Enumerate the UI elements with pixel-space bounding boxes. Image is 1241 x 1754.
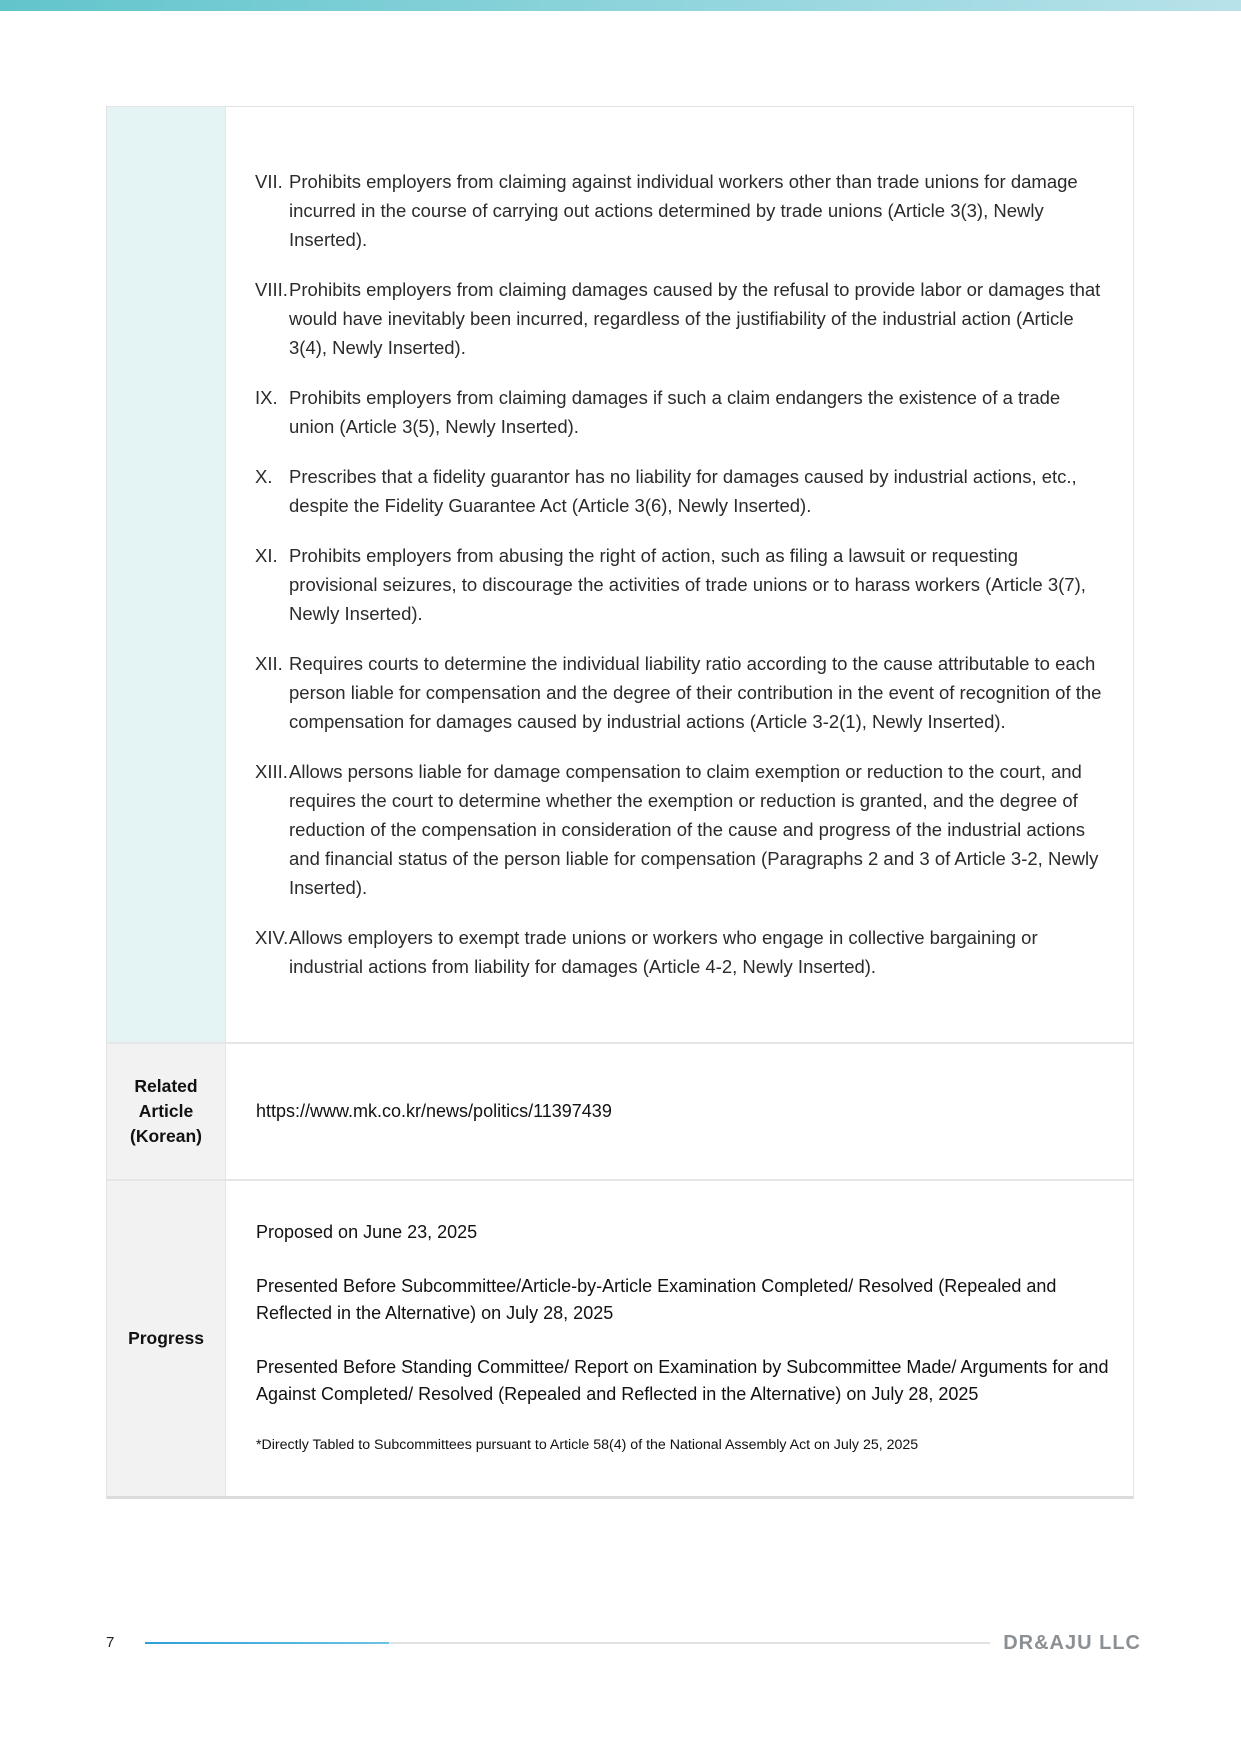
provisions-label-cell <box>107 107 226 1042</box>
item-text: Requires courts to determine the individual liability ratio according to the cause attributable to each person liable for compensation and the degree of their contribution in the event of recognition of the compensation for damages caused by industrial actions (Article 3-2(1), Newly Inserted). <box>289 653 1102 732</box>
item-numeral: XI. <box>255 545 278 566</box>
item-text: Prohibits employers from claiming against individual workers other than trade unions for damage incurred in the course of carrying out actions determined by trade unions (Article 3(3), Newly Inserted). <box>289 171 1078 250</box>
progress-cell <box>226 1181 1133 1496</box>
item-text: Prohibits employers from claiming damages if such a claim endangers the existence of a trade union (Article 3(5), Newly Inserted). <box>289 387 1061 437</box>
bill-details-table <box>106 106 1134 1499</box>
footer-rule-accent <box>145 1642 389 1644</box>
progress-entry: Presented Before Standing Committee/ Report on Examination by Subcommittee Made/ Arguments for and Against Completed/ Resolved (Repealed and Reflected in the Alternative) on July 28, 2025 <box>256 1357 1109 1404</box>
item-text: Allows persons liable for damage compensation to claim exemption or reduction to the court, and requires the court to determine whether the exemption or reduction is granted, and the degree of reduction of the compensation in consideration of the cause and progress of the industrial actions and financial status of the person liable for compensation (Paragraphs 2 and 3 of Article 3-2, Newly Inserted). <box>289 761 1099 898</box>
list-item <box>255 757 1109 902</box>
item-numeral: IX. <box>255 387 278 408</box>
progress-entry: Proposed on June 23, 2025 <box>256 1222 478 1242</box>
related-article-label: Related Article (Korean) <box>107 1044 226 1179</box>
item-numeral: XII. <box>255 653 283 674</box>
list-item <box>255 649 1109 736</box>
list-item <box>255 275 1109 362</box>
provisions-row <box>107 107 1133 1042</box>
related-article-row <box>107 1042 1133 1179</box>
list-item <box>255 383 1109 441</box>
list-item <box>255 923 1109 981</box>
provisions-list <box>226 107 1133 1042</box>
item-text: Prescribes that a fidelity guarantor has no liability for damages caused by industrial actions, etc., despite the Fidelity Guarantee Act (Article 3(6), Newly Inserted). <box>289 466 1077 516</box>
item-text: Prohibits employers from abusing the right of action, such as filing a lawsuit or requesting provisional seizures, to discourage the activities of trade unions or to harass workers (Article 3(7), Newly Inserted). <box>289 545 1086 624</box>
related-article-link[interactable]: https://www.mk.co.kr/news/politics/11397439 <box>256 1101 612 1121</box>
page-number: 7 <box>106 1634 115 1651</box>
top-accent-bar <box>0 0 1241 11</box>
item-numeral: XIII. <box>255 761 288 782</box>
list-item <box>255 462 1109 520</box>
footer-rule <box>145 1642 990 1644</box>
progress-row <box>107 1179 1133 1499</box>
progress-entry: Presented Before Subcommittee/Article-by-Article Examination Completed/ Resolved (Repealed and Reflected in the Alternative) on July 28, 2025 <box>256 1276 1057 1323</box>
brand-logo-text: DR&AJU LLC <box>1003 1632 1141 1654</box>
progress-footnote: *Directly Tabled to Subcommittees pursuant to Article 58(4) of the National Assembly Act on July 25, 2025 <box>256 1437 919 1453</box>
item-numeral: VII. <box>255 171 283 192</box>
item-numeral: VIII. <box>255 279 288 300</box>
list-item <box>255 167 1109 254</box>
item-text: Prohibits employers from claiming damages caused by the refusal to provide labor or damages that would have inevitably been incurred, regardless of the justifiability of the industrial action (Article 3(4), Newly Inserted). <box>289 279 1101 358</box>
item-text: Allows employers to exempt trade unions or workers who engage in collective bargaining or industrial actions from liability for damages (Article 4-2, Newly Inserted). <box>289 927 1038 977</box>
list-item <box>255 541 1109 628</box>
progress-label: Progress <box>107 1181 226 1496</box>
item-numeral: X. <box>255 466 273 487</box>
related-article-cell <box>226 1044 1133 1179</box>
item-numeral: XIV. <box>255 927 289 948</box>
